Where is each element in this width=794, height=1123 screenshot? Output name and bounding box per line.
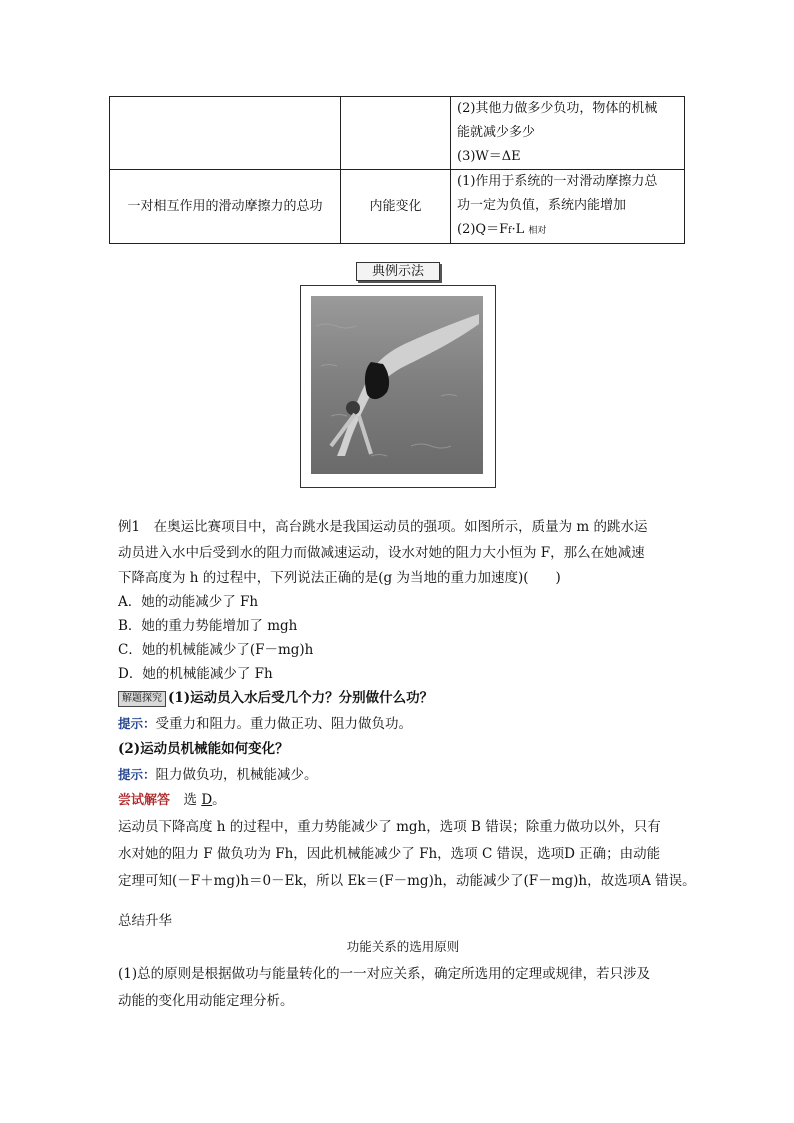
analysis-q1: (1)运动员入水后受几个力？分别做什么功？	[168, 690, 434, 706]
table-cell: 一对相互作用的滑动摩擦力的总功	[110, 170, 341, 244]
summary-title: 功能关系的选用原则	[346, 939, 460, 954]
table-row	[110, 97, 685, 170]
summary-line: 动能的变化用动能定理分析。	[118, 993, 294, 1009]
example-line: 动员进入水中后受到水的阻力而做减速运动，设水对她的阻力大小恒为 F，那么在她减速	[118, 545, 645, 561]
example-line: 下降高度为 h 的过程中，下列说法正确的是(g 为当地的重力加速度)( )	[118, 570, 561, 586]
cell-line	[457, 218, 678, 243]
answer-line: 定理可知(－F＋mg)h＝0－Ek，所以 Ek＝(F－mg)h，动能减少了(F－mg)h，故选项A 错误。	[118, 873, 696, 889]
table-cell: 内能变化	[341, 170, 451, 244]
summary-heading: 总结升华	[118, 913, 172, 929]
answer-suffix: 。	[212, 792, 226, 808]
answer-line: 运动员下降高度 h 的过程中，重力势能减少了 mgh，选项 B 错误；除重力做功以外，只有	[118, 819, 661, 835]
example-line: 例1 在奥运比赛项目中，高台跳水是我国运动员的强项。如图所示，质量为 m 的跳水运	[118, 519, 648, 535]
answer-header	[118, 788, 688, 813]
option-a: A．她的动能减少了 Fh	[118, 594, 259, 610]
analysis-question	[118, 686, 688, 710]
formula-main: (2)Q＝F	[457, 222, 509, 237]
formula-subscript: 相对	[528, 226, 547, 236]
diver-photo-frame	[300, 285, 496, 488]
cell-line: (3)W＝ΔE	[457, 149, 521, 164]
tip-label: 提示：	[118, 767, 156, 782]
diver-photo	[311, 296, 483, 474]
answer-line: 水对她的阻力 F 做负功为 Fh，因此机械能减少了 Fh，选项 C 错误，选项D 正确；由动能	[118, 846, 661, 862]
analysis-a2: 阻力做负功，机械能减少。	[155, 767, 318, 783]
option-c: C．她的机械能减少了(F－mg)h	[118, 642, 314, 658]
cell-line: (2)其他力做多少负功，物体的机械	[457, 101, 658, 116]
cell-line: 功一定为负值，系统内能增加	[457, 198, 627, 213]
formula-subscript: f	[508, 226, 512, 236]
analysis-badge: 解题探究	[118, 691, 166, 707]
formula-mid: ·L	[511, 222, 525, 237]
section-banner: 典例示法	[356, 262, 440, 281]
summary-line: (1)总的原则是根据做功与能量转化的一一对应关系，确定所选用的定理或规律，若只涉及	[118, 966, 651, 982]
table-cell	[110, 97, 341, 170]
option-d: D．她的机械能减少了 Fh	[118, 666, 273, 682]
answer-prefix: 选	[183, 792, 202, 808]
tip-label: 提示：	[118, 716, 156, 731]
table-cell	[451, 170, 685, 244]
table-row	[110, 170, 685, 244]
analysis-answer	[118, 763, 688, 787]
analysis-a1: 受重力和阻力。重力做正功、阻力做负功。	[155, 716, 413, 732]
answer-label: 尝试解答	[118, 793, 171, 808]
analysis-q2: (2)运动员机械能如何变化？	[118, 741, 289, 757]
function-energy-table	[109, 96, 685, 244]
table-cell	[451, 97, 685, 170]
answer-choice: D	[201, 792, 213, 808]
analysis-answer	[118, 712, 688, 736]
table-cell	[341, 97, 451, 170]
option-b: B．她的重力势能增加了 mgh	[118, 618, 298, 634]
cell-line: 能就减少多少	[457, 125, 536, 140]
cell-line: (1)作用于系统的一对滑动摩擦力总	[457, 174, 658, 189]
